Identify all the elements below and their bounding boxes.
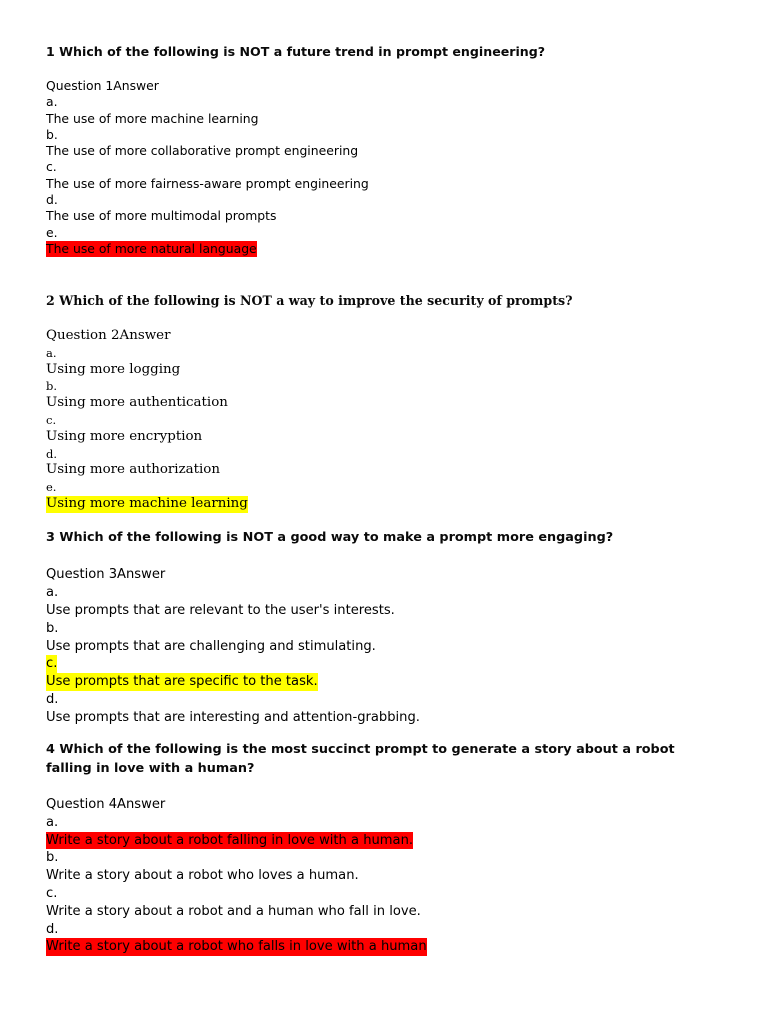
question-1 [46, 43, 726, 257]
question-3 [46, 529, 726, 727]
option-text-b[interactable]: Using more authentication [46, 395, 228, 411]
question-title: 3 Which of the following is NOT a good way to make a prompt more engaging? [46, 530, 614, 545]
option-letter-b: b. [46, 379, 58, 394]
option-text-c[interactable]: Write a story about a robot and a human who fall in love. [46, 903, 421, 919]
option-letter-c: c. [46, 159, 57, 175]
option-text-d[interactable]: The use of more multimodal prompts [46, 208, 277, 224]
option-text-a-highlighted[interactable]: Write a story about a robot falling in love with a human. [46, 832, 414, 848]
option-text-b[interactable]: The use of more collaborative prompt engineering [46, 143, 359, 159]
option-letter-c: c. [46, 885, 58, 901]
option-letter-a: a. [46, 814, 59, 830]
option-text-e-highlighted[interactable]: The use of more natural language [46, 240, 257, 256]
option-letter-d: d. [46, 921, 59, 937]
option-letter-b: b. [46, 850, 59, 866]
question-label: Question 4Answer [46, 797, 166, 812]
option-letter-b: b. [46, 620, 59, 636]
option-letter-d: d. [46, 446, 58, 461]
option-letter-d: d. [46, 692, 59, 708]
option-letter-c-highlighted: c. [46, 656, 58, 672]
option-text-a[interactable]: Using more logging [46, 361, 181, 377]
option-letter-b: b. [46, 126, 58, 142]
question-title: 2 Which of the following is NOT a way to improve the security of prompts? [46, 293, 573, 308]
option-letter-e: e. [46, 224, 58, 240]
question-label: Question 2Answer [46, 328, 171, 343]
question-label: Question 3Answer [46, 567, 166, 582]
option-text-c-highlighted[interactable]: Use prompts that are specific to the task. [46, 674, 318, 690]
option-letter-a: a. [46, 584, 59, 600]
option-text-d-highlighted[interactable]: Write a story about a robot who falls in love with a human [46, 939, 427, 955]
question-title: 4 Which of the following is the most succinct prompt to generate a story about a robot falling in love with a human? [46, 742, 675, 776]
option-letter-c: c. [46, 412, 57, 427]
option-text-b[interactable]: Write a story about a robot who loves a human. [46, 868, 359, 884]
option-letter-a: a. [46, 345, 57, 360]
question-label: Question 1Answer [46, 78, 159, 93]
option-text-a[interactable]: Use prompts that are relevant to the user's interests. [46, 602, 395, 618]
option-letter-d: d. [46, 192, 58, 208]
option-text-e-highlighted[interactable]: Using more machine learning [46, 495, 248, 511]
option-text-c[interactable]: Using more encryption [46, 428, 203, 444]
option-text-d[interactable]: Using more authorization [46, 462, 220, 478]
option-text-d[interactable]: Use prompts that are interesting and attention-grabbing. [46, 710, 420, 726]
question-2 [46, 292, 726, 513]
option-text-c[interactable]: The use of more fairness-aware prompt engineering [46, 175, 369, 191]
option-letter-a: a. [46, 94, 58, 110]
option-letter-e: e. [46, 480, 57, 495]
question-4 [46, 741, 726, 956]
option-text-b[interactable]: Use prompts that are challenging and stimulating. [46, 638, 376, 654]
option-text-a[interactable]: The use of more machine learning [46, 110, 259, 126]
question-title: 1 Which of the following is NOT a future trend in prompt engineering? [46, 44, 546, 59]
